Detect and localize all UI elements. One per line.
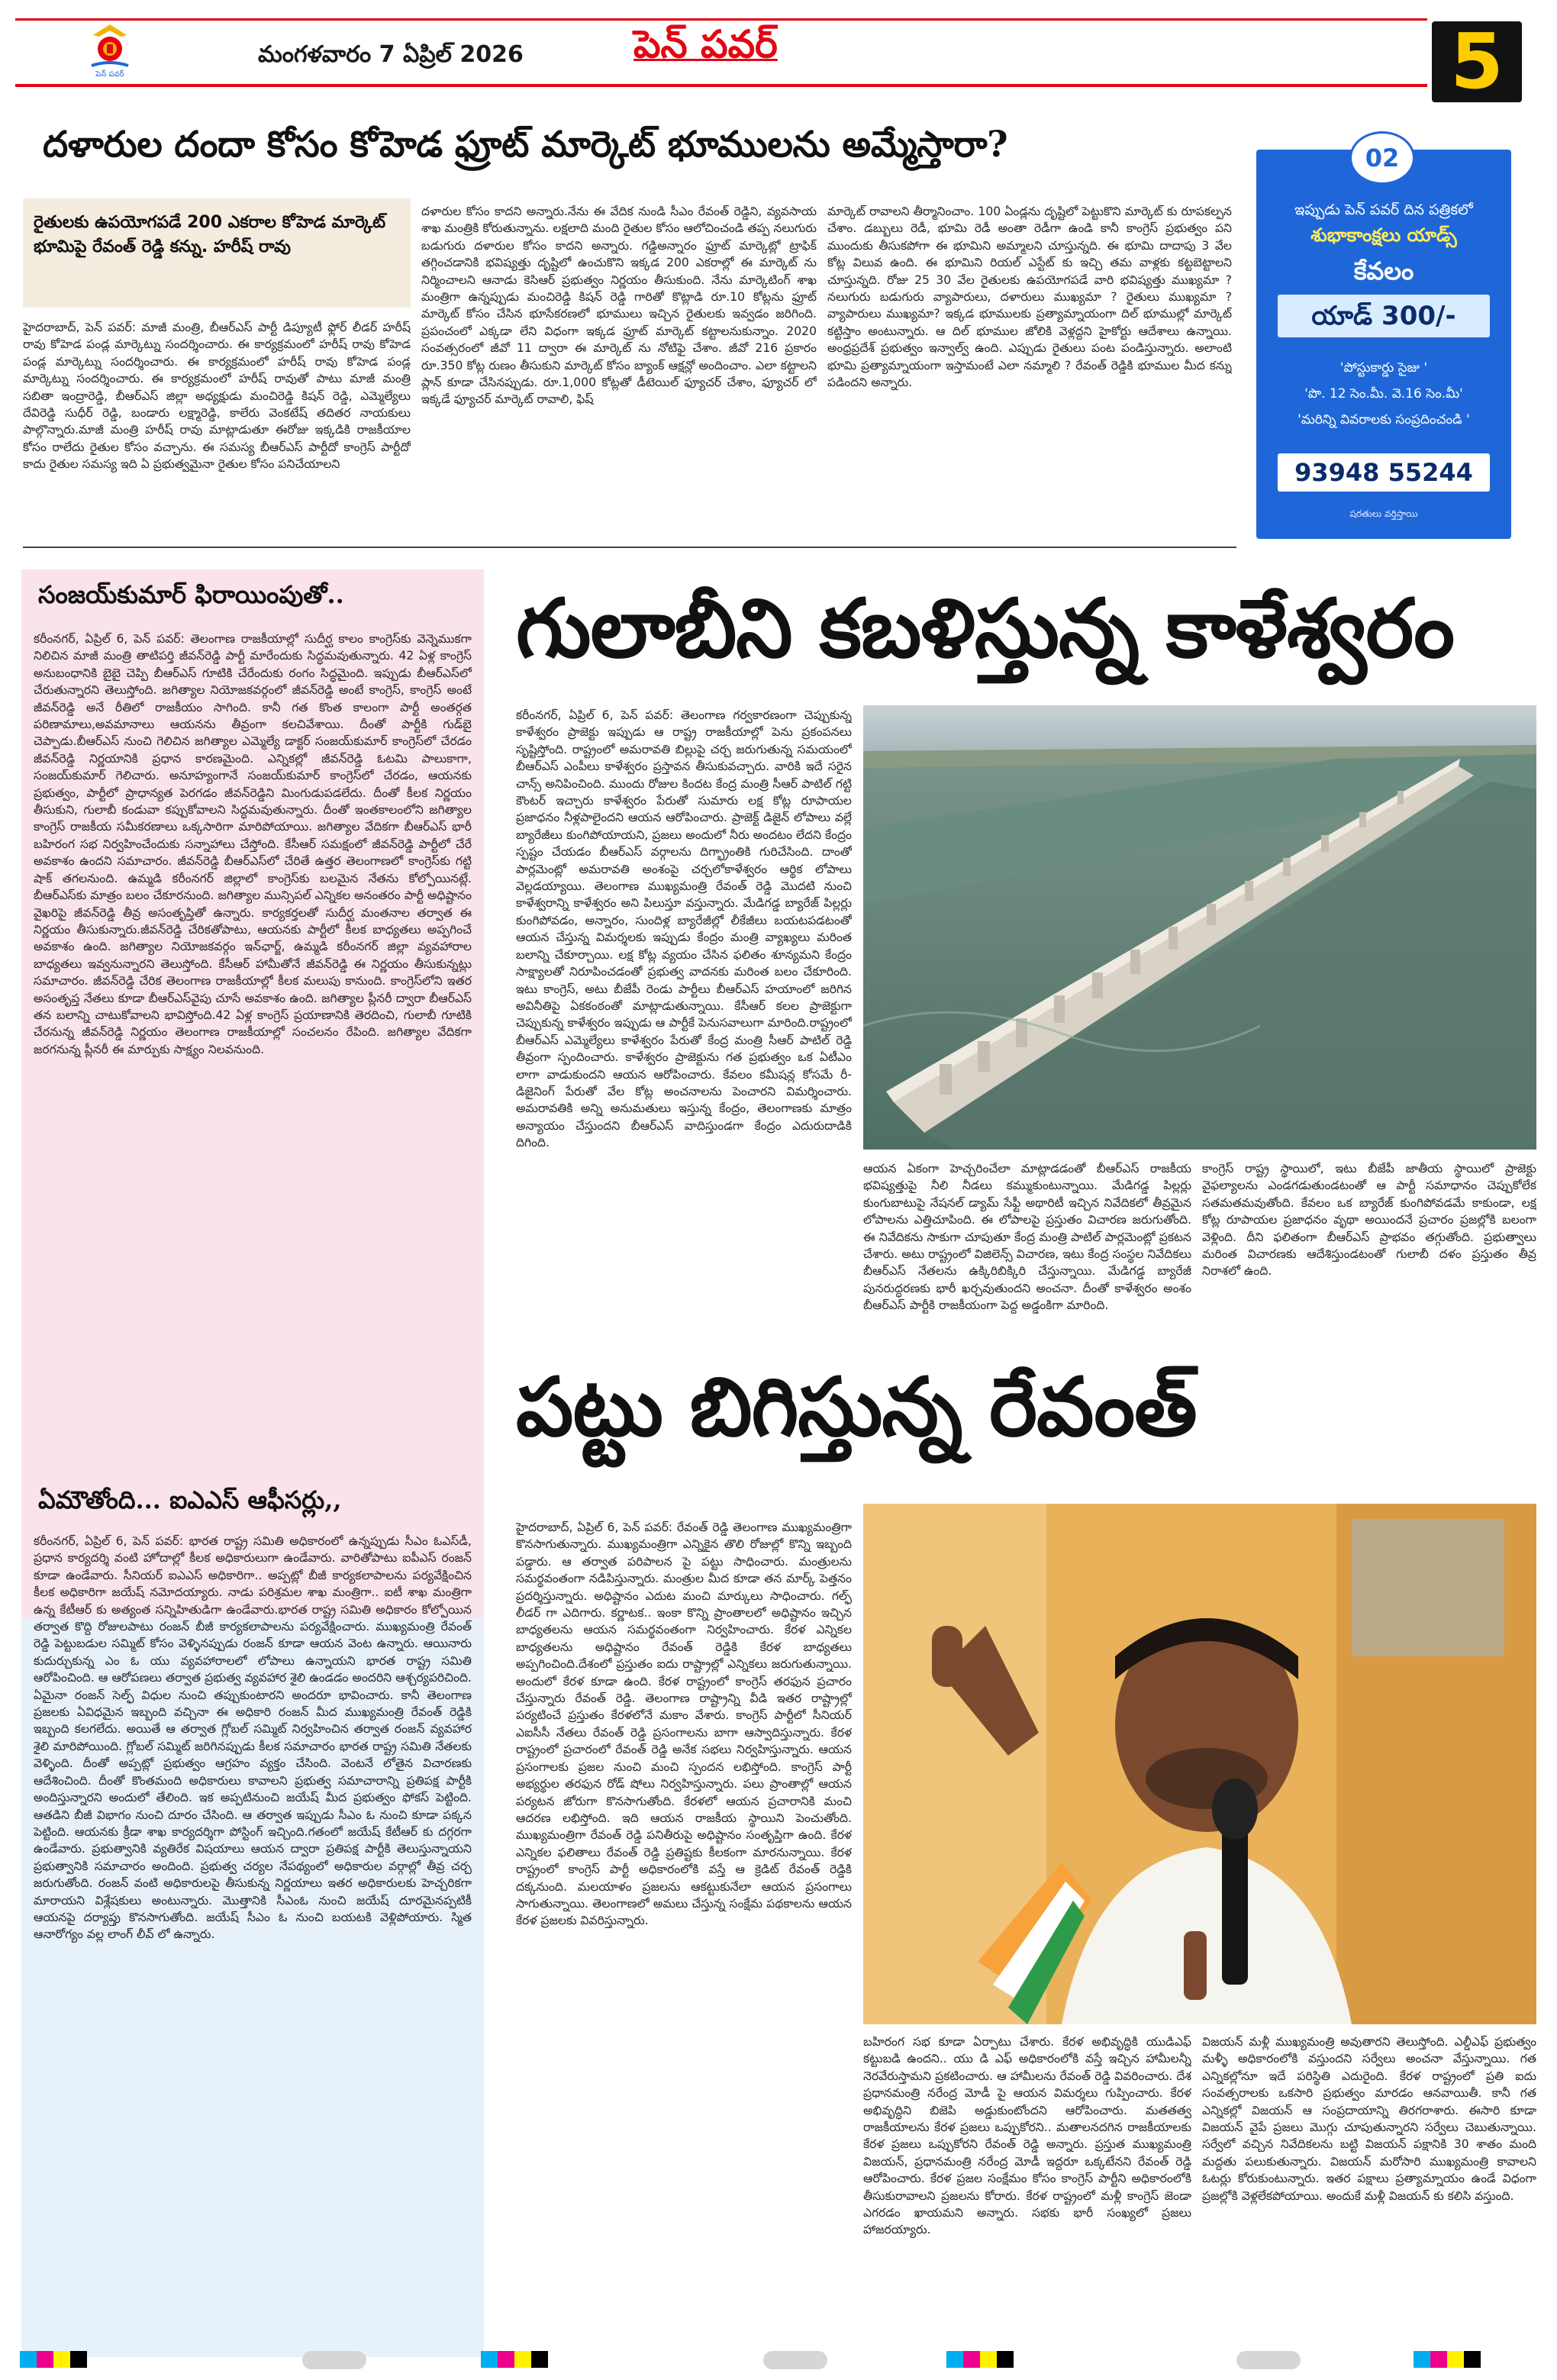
ad-phone-number[interactable]: 93948 55244: [1294, 458, 1473, 487]
reg-cyan: [946, 2351, 963, 2368]
reg-pill: [302, 2351, 366, 2369]
reg-yellow: [1447, 2351, 1464, 2368]
reg-magenta: [37, 2351, 53, 2368]
reg-cyan: [481, 2351, 498, 2368]
story-3-column-1: హైదరాబాద్, ఏప్రిల్ 6, పెన్ పవర్: రేవంత్ రెడ్డి తెలంగాణ ముఖ్యమంత్రిగా కొనసాగుతున్నారు. ముఖ్యమంత్రిగా ఎన్నికైన తొలి రోజుల్లో కొన్ని ఇబ్బంది పడ్డారు. ఆ తర్వాత పరిపాలన పై పట్టు సాధించారు. మంత్రులను సమర్థవంతంగా నడిపిస్తున్నారు. మంత్రుల మీద కూడా తన మార్క్ పెత్తనం ప్రదర్శిస్తున్నారు. అధిష్టానం ఎదుట మంచి మార్కులు సాధించారు. గల్ఫ్ లీడర్ గా ఎదిగారు. కర్ణాటక.. ఇంకా కొన్ని ప్రాంతాలలో అధిష్టానం ఇచ్చిన బాధ్యతలను ఆయన సమర్థవంతంగా నిర్వహించారు. కేరళ ఎన్నికల బాధ్యతలను అధిష్టానం రేవంత్ రెడ్డికి కేరళ బాధ్యతలు అప్పగించింది.దేశంలో ప్రస్తుతం ఐదు రాష్ట్రాల్లో ఎన్నికలు జరుగుతున్నాయి. అందులో కేరళ కూడా ఉంది. కేరళ రాష్ట్రంలో కాంగ్రెస్ తరఫున ప్రచారం చేస్తున్నారు రేవంత్ రెడ్డి. తెలంగాణ రాష్ట్రాన్ని వీడి ఇతర రాష్ట్రాల్లో పర్యటించే ప్రస్తుతం కేరళలోనే మకాం వేశారు. కాంగ్రెస్ పార్టీలో సీనియర్ ఎఐసీసీ నేతలు రేవంత్ రెడ్డి ప్రసంగాలను బాగా ఆస్వాదిస్తున్నారు. కేరళ రాష్ట్రంలో ప్రచారంలో రేవంత్ రెడ్డి అనేక సభలు నిర్వహిస్తున్నారు. ఆయన ప్రసంగాలకు ప్రజల నుంచి మంచి స్పందన లభిస్తోంది. కాంగ్రెస్ పార్టీ అభ్యర్థుల తరఫున రోడ్ షోలు నిర్వహిస్తున్నారు. పలు ప్రాంతాల్లో ఆయన పర్యటన జోరుగా కొనసాగుతోంది. కేరళలో ఆయన ప్రచారానికి మంచి ఆదరణ లభిస్తోంది. ఇది ఆయన రాజకీయ స్థాయిని పెంచుతోంది. ముఖ్యమంత్రిగా రేవంత్ రెడ్డి పనితీరుపై అధిష్టానం సంతృప్తిగా ఉంది. కేరళ ఎన్నికల ఫలితాలు రేవంత్ రెడ్డి ప్రతిష్టకు కీలకంగా మారనున్నాయి. కేరళ రాష్ట్రంలో కాంగ్రెస్ పార్టీ అధికారంలోకి వస్తే ఆ క్రెడిట్ రేవంత్ రెడ్డికి దక్కనుంది. మలయాళం ప్రజలను ఆకట్టుకునేలా ఆయన ప్రసంగాలు సాగుతున్నాయి. తెలంగాణలో అమలు చేస్తున్న సంక్షేమ పథకాలను ఆయన కేరళ ప్రజలకు వివరిస్తున్నారు.: [516, 1521, 852, 1928]
story-3-column-2: బహిరంగ సభ కూడా ఏర్పాటు చేశారు. కేరళ అభివృద్ధికి యుడిఎఫ్ కట్టుబడి ఉందని.. యు డి ఎఫ్ అధికారంలోకి వస్తే ఇచ్చిన హామీలన్నీ నెరవేరుస్తామని ప్రకటించారు. ఆ హామీలను రేవంత్ రెడ్డి వివరించారు. దేశ ప్రధానమంత్రి నరేంద్ర మోడీ పై ఆయన విమర్శలు గుప్పించారు. కేరళ అభివృద్ధిని బిజెపి అడ్డుకుంటోందని ఆరోపించారు. మతతత్వ రాజకీయాలను కేరళ ప్రజలు ఒప్పుకోరని.. మతాలనదగిన రాజకీయాలకు కేరళ ప్రజలు ఒప్పుకోరని రేవంత్ రెడ్డి అన్నారు. ప్రస్తుత ముఖ్యమంత్రి విజయన్, ప్రధానమంత్రి నరేంద్ర మోడీ ఇద్దరూ ఒక్కటేనని రేవంత్ రెడ్డి ఆరోపించారు. కేరళ ప్రజల సంక్షేమం కోసం కాంగ్రెస్ పార్టీని అధికారంలోకి తీసుకురావాలని ప్రజలను కోరారు. కేరళ రాష్ట్రంలో మళ్లీ కాంగ్రెస్ జెండా ఎగరడం ఖాయమని అన్నారు. సభకు భారీ సంఖ్యలో ప్రజలు హాజరయ్యారు.: [863, 2035, 1191, 2237]
reg-black: [1464, 2351, 1481, 2368]
story-2-column-1: కరీంనగర్, ఏప్రిల్ 6, పెన్ పవర్: తెలంగాణ గర్వకారణంగా చెప్పుకున్న కాళేశ్వరం ప్రాజెక్టు ఇప్పుడు ఆ రాష్ట్ర రాజకీయాల్లో పెను ప్రకంపనలు సృష్టిస్తోంది. రాష్ట్రంలో అమరావతి బిల్లుపై చర్చ జరుగుతున్న సమయంలో బీఆర్ఎస్ ఎంపీలు కాళేశ్వరం ప్రస్తావన తీసుకువచ్చారు. వారికి ఇదే సరైన చాన్స్ అనిపించింది. ముందు రోజుల కిందట కేంద్ర మంత్రి సీఆర్ పాటిల్ గట్టి కౌంటర్ ఇచ్చారు కాళేశ్వరం పేరుతో సుమారు లక్ష కోట్ల రూపాయల ప్రజాధనం నీళ్లపాలైందని ఆయన ఆరోపించారు. ప్రాజెక్ట్ డిజైన్ లోపాలు వల్లే బ్యారేజీలు కుంగిపోయాయని, ప్రజలు అందులో నీరు అందటం లేదని కేంద్రం స్పష్టం చేయడం బీఆర్ఎస్ వర్గాలను దిగ్భ్రాంతికి గురిచేసింది. దాంతో పార్లమెంట్లో అమరావతి అంశంపై చర్చలోకాళేశ్వరం ఆర్థిక లోపాలు వెల్లడయ్యాయి. తెలంగాణ ముఖ్యమంత్రి రేవంత్ రెడ్డి మొదటి నుంచి కాళేశ్వరాన్ని కాళేశ్వరం అని పిలుస్తూ వస్తున్నారు. మేడిగడ్డ బ్యారేజ్ పిల్లర్లు కుంగిపోవడం, అన్నారం, సుందిళ్ల బ్యారేజీల్లో లీకేజీలు బయటపడటంతో ఆయన చేస్తున్న విమర్శలకు ఇప్పుడు కేంద్రం మంత్రి వ్యాఖ్యలు మరింత బలాన్ని చేకూర్చాయి. లక్ష కోట్ల వ్యయం చేసిన ఫలితం శూన్యమని కేంద్రం సాక్ష్యాలతో నిరూపించడంతో ప్రభుత్వ వాదనకు మరింత బలం చేకూరింది. ఇటు కాంగ్రెస్, అటు బీజేపీ రెండు పార్టీలు బీఆర్ఎస్ హయాంలో జరిగిన అవినీతిపై ఏకకంఠంతో మాట్లాడుతున్నాయి. కేసీఆర్ కలల ప్రాజెక్టుగా చెప్పుకున్న కాళేశ్వరం ఇప్పుడు ఆ పార్టీకే పెనుసవాలుగా మారింది.రాష్ట్రంలో బీఆర్ఎస్ ఎమ్మెల్యేలు కాళేశ్వరం పేరుతో కేంద్ర మంత్రి సీఆర్ పాటిల్ రెడ్డి తీవ్రంగా స్పందించారు. కాళేశ్వరం ప్రాజెక్టును గత ప్రభుత్వం ఒక ఏటీఎం లాగా వాడుకుందని ఆయన ఆరోపించారు. కేవలం కమీషన్ల కోసమే రీ-డిజైనింగ్ పేరుతో వేల కోట్ల అంచనాలను పెంచారని విమర్శించారు. అమరావతికి అన్ని అనుమతులు ఇస్తున్న కేంద్రం, తెలంగాణకు మాత్రం అన్యాయం చేస్తుందని బీఆర్ఎస్ వాదిస్తుండగా కేంద్రం ఎదురుదాడికి దిగింది.: [516, 708, 852, 1150]
page-number: 5: [1450, 17, 1504, 106]
page-number-badge: [1432, 17, 1522, 106]
masthead-top-rule: [15, 18, 1427, 21]
left-story-2-headline: ఏమౌతోంది... ఐఎఎస్ ఆఫీసర్లు,,: [38, 1485, 342, 1514]
ad-price: యాడ్ 300/-: [1311, 301, 1456, 331]
story-3-headline: పట్టు బిగిస్తున్న రేవంత్: [516, 1359, 1197, 1454]
reg-black: [531, 2351, 548, 2368]
masthead-bottom-rule: [15, 84, 1427, 87]
reg-yellow: [980, 2351, 997, 2368]
section-divider: [23, 547, 1236, 548]
ad-price-band: [1278, 295, 1490, 337]
ad-number-badge: 02: [1349, 131, 1415, 185]
reg-black: [997, 2351, 1014, 2368]
top-story-column-1: హైదరాబాద్, పెన్ పవర్: మాజీ మంత్రి, బీఆర్ఎస్ పార్టీ డిప్యూటీ ఫ్లోర్ లీడర్ హరీష్ రావు కోహెడ పండ్ల మార్కెట్ను సందర్శించారు. ఈ కార్యక్రమంలో హరీష్ రావు కోహెడ పండ్ల మార్కెట్ను సందర్శించారు. ఈ కార్యక్రమంలో హరీష్ రావు కోహెడ పండ్ల మార్కెట్ను సందర్శించారు. ఈ కార్యక్రమంలో హరీష్ రావుతో పాటు మాజీ మంత్రి సబితా ఇంద్రారెడ్డి, బీఆర్ఎస్ జిల్లా అధ్యక్షుడు మంచిరెడ్డి కిషన్ రెడ్డి, ఎమ్మెల్యేలు దేవిరెడ్డి సుధీర్ రెడ్డి, బండారు లక్ష్మారెడ్డి, కాలేరు వెంకటేష్ తదితర నాయకులు పాల్గొన్నారు.మాజీ మంత్రి హరీష్ రావు మాట్లాడుతూ ఈరోజు ఇక్కడికి రాజకీయాల కోసం రాలేదు రైతుల కోసం వచ్చాను. ఈ సమస్య బీఆర్ఎస్ పార్టీదో కాంగ్రెస్ పార్టీదో కాదు రైతుల సమస్య ఇది ఏ ప్రభుత్వమైనా రైతుల కోసం పనిచేయాలని: [23, 321, 411, 472]
story-2-column-3: కాంగ్రెస్ రాష్ట్ర స్థాయిలో, ఇటు బీజేపీ జాతీయ స్థాయిలో ప్రాజెక్టు వైఫల్యాలను ఎండగడుతుండటంతో ఆ పార్టీ సమాధానం చెప్పుకోలేక సతమతమవుతోంది. కేవలం ఒక బ్యారేజ్ కుంగిపోవడమే కాకుండా, లక్ష కోట్ల రూపాయల ప్రజాధనం వృథా అయిందనే ప్రచారం ప్రజల్లోకి బలంగా వెళ్లింది. దీని ఫలితంగా బీఆర్ఎస్ ప్రాభవం తగ్గుతోంది. ప్రభుత్వాలు మరింత విచారణకు ఆదేశిస్తుండటంతో గులాబీ దళం ప్రస్తుతం తీవ్ర నిరాశలో ఉంది.: [1202, 1162, 1536, 1279]
ad-terms-note: షరతులు వర్తిస్తాయి: [1349, 508, 1418, 519]
barrage-photo: [863, 705, 1536, 1150]
ad-contact-prompt: 'మరిన్ని వివరాలకు సంప్రదించండి ': [1298, 412, 1470, 427]
top-story-subheadline: రైతులకు ఉపయోగపడే 200 ఎకరాల కోహెడ మార్కెట్ భూమిపై రేవంత్ రెడ్డి కన్ను. హరీష్ రావు: [34, 213, 386, 256]
reg-magenta: [963, 2351, 980, 2368]
ad-title: శుభాకాంక్షలు యాడ్స్: [1310, 224, 1457, 246]
top-story-column-2: దళారుల కోసం కాదని అన్నారు.నేను ఈ వేదిక నుండి సీఎం రేవంత్ రెడ్డిని, వ్యవసాయ శాఖ మంత్రికి కోరుతున్నాను. లక్షలాది మంది రైతుల కోసం ఆలోచించండి తప్ప నలుగురు బడుగురు దళారుల కోసం కాదని అన్నారు. గడ్డిఅన్నారం ఫ్రూట్ మార్కెట్లో ట్రాఫిక్ తగ్గించడానికి భవిష్యత్తు దృష్టిలో ఉంచుకొని ఇక్కడ 200 ఎకరాల్లో ఈ మార్కెట్ ను నిర్మించాలని ఆనాడు కెసిఆర్ ప్రభుత్వం నిర్ణయం తీసుకుంది. నేను మార్కెటింగ్ శాఖ మంత్రిగా ఉన్నప్పుడు మంచిరెడ్డి కిషన్ రెడ్డి గారితో కొట్లాడి రూ.10 కోట్లను ఫ్రూట్ మార్కెట్ కోసం చేసిన భూసేకరణలో భూములు ఇచ్చిన రైతులకు ఇవ్వడం జరిగింది. ప్రపంచంలో ఎక్కడా లేని విధంగా ఇక్కడ ఫ్రూట్ మార్కెట్ కట్టాలనుకున్నాం. 2020 సంవత్సరంలో జీవో 11 ద్వారా ఈ మార్కెట్ ను నోటిఫై చేశాం. జీవో 216 ప్రకారం రూ.350 కోట్ల రుణం తీసుకుని మార్కెట్ కోసం బ్యాంక్ ఆక్షన్లో అందించాం. ఎలా కట్టాలని ప్లాన్ కూడా చేసినప్పుడు. రూ.1,000 కోట్లతో డీటెయిల్ ఫ్యూచర్ చేశాం, ఫ్యూచర్ లో ఇక్కడే ఫ్యూచర్ మార్కెట్ రావాలి, ఫిష్: [421, 205, 817, 407]
reg-black: [70, 2351, 87, 2368]
ad-phone-band: [1278, 453, 1490, 492]
issue-date: మంగళవారం 7 ఏప్రిల్ 2026: [258, 41, 524, 68]
ad-dimensions-text: 'పొ. 12 సెం.మీ. వె.16 సెం.మీ': [1304, 386, 1463, 402]
reg-cyan: [1414, 2351, 1430, 2368]
speaker-photo: [863, 1504, 1536, 2024]
reg-yellow: [514, 2351, 531, 2368]
left-story-1-body: కరీంనగర్, ఏప్రిల్ 6, పెన్ పవర్: తెలంగాణ రాజకీయాల్లో సుదీర్ఘ కాలం కాంగ్రెస్‌కు వెన్నెముకగా నిలిచిన మాజీ మంత్రి తాటిపర్తి జీవన్‌రెడ్డి పార్టీ మారేందుకు సిద్ధమవుతున్నారు. 42 ఏళ్ల కాంగ్రెస్ అనుబంధానికి బైబై చెప్పి బీఆర్ఎస్ గూటికి చేరేందుకు రంగం సిద్ధమైంది. ఇప్పుడు బీఆర్ఎస్‌లో చేరుతున్నారని తెలుస్తోంది. జగిత్యాల నియోజకవర్గంలో జీవన్‌రెడ్డి అంటే కాంగ్రెస్, కాంగ్రెస్ అంటే జీవన్‌రెడ్డి అనే రీతిలో రాజకీయం సాగింది. కానీ గత కొంత కాలంగా పార్టీ అంతర్గత పరిణామాలు,అవమానాలు ఆయనను తీవ్రంగా కలచివేశాయి. దీంతో పార్టీకి గుడ్‌బై చెప్పాడు.బీఆర్ఎస్ నుంచి గెలిచిన జగిత్యాల ఎమ్మెల్యే డాక్టర్ సంజయ్‌కుమార్ కాంగ్రెస్‌లో చేరడం జీవన్‌రెడ్డి నిర్ణయానికి ప్రధాన కారణమైంది. ఎన్నికల్లో జీవన్‌రెడ్డి ఓటమి పాలుకాగా, సంజయ్‌కుమార్ గెలిచారు. అనూహ్యంగానే సంజయ్‌కుమార్ కాంగ్రెస్‌లో చేరడం, ఆయనకు ప్రభుత్వం, పార్టీలో ప్రాధాన్యత పెరగడం జీవన్‌రెడ్డిని మింగుడుపడలేదు. దీంతో కీలక నిర్ణయం తీసుకుని, గులాబీ కండువా కప్పుకోవాలని సిద్ధమవుతున్నారు. దీంతో ఇంతకాలంలోని జగిత్యాల కాంగ్రెస్ రాజకీయ సమీకరణాలు ఒక్కసారిగా మారిపోయాయి. జగిత్యాల వేదికగా బీఆర్ఎస్ భారీ బహిరంగ సభ నిర్వహించేందుకు సన్నాహాలు చేస్తోంది. కేసీఆర్ సమక్షంలో జీవన్‌రెడ్డి పార్టీలో చేరే అవకాశం ఉందని సమాచారం. జీవన్‌రెడ్డి బీఆర్ఎస్‌లో చేరితే ఉత్తర తెలంగాణలో కాంగ్రెస్‌కు గట్టి షాక్ తగలనుంది. ఉమ్మడి కరీంనగర్ జిల్లాలో కాంగ్రెస్‌కు బలమైన నేతను కోల్పోయినట్లే. బీఆర్ఎస్‌కు మాత్రం బలం చేకూరనుంది. జగిత్యాల మున్సిపల్ ఎన్నికల అనంతరం పార్టీ అధిష్టానం వైఖరిపై జీవన్‌రెడ్డి తీవ్ర అసంతృప్తితో ఉన్నారు. కార్యకర్తలతో సుదీర్ఘ మంతనాల తర్వాత ఈ నిర్ణయం తీసుకున్నారు.జీవన్‌రెడ్డి చేరికతోపాటు, ఆయనకు పార్టీలో కీలక బాధ్యతలు అప్పగించే అవకాశం ఉంది. జగిత్యాల నియోజకవర్గం ఇన్‌ఛార్జ్, ఉమ్మడి కరీంనగర్ జిల్లా వ్యవహారాల బాధ్యతలు ఇవ్వనున్నారని తెలుస్తోంది. కేసీఆర్ హామీతోనే జీవన్‌రెడ్డి ఈ నిర్ణయం తీసుకున్నట్లు సమాచారం. జీవన్‌రెడ్డి చేరిక తెలంగాణ రాజకీయాల్లో కీలక మలుపు కానుంది. కాంగ్రెస్‌లోని ఇతర అసంతృప్త నేతలు కూడా బీఆర్ఎస్‌వైపు చూసే అవకాశం ఉంది. జగిత్యాల ప్లీనరీ ద్వారా బీఆర్ఎస్ తన బలాన్ని చాటుకోవాలని భావిస్తోంది.42 ఏళ్ల కాంగ్రెస్ ప్రయాణానికి తెరదించి, గులాబీ గూటికి చేరనున్న జీవన్‌రెడ్డి నిర్ణయం తెలంగాణ రాజకీయాల్లో సంచలనం రేపింది. జగిత్యాల వేదికగా జరగనున్న ప్లీనరీ ఈ మార్పుకు సాక్ష్యం నిలవనుంది.: [34, 632, 472, 1056]
reg-magenta: [1430, 2351, 1447, 2368]
reg-pill: [763, 2351, 827, 2369]
reg-yellow: [53, 2351, 70, 2368]
story-2-column-2: ఆయన ఏకంగా హెచ్చరించేలా మాట్లాడడంతో బీఆర్ఎస్ రాజకీయ భవిష్యత్తుపై నీలి నీడలు కమ్ముకుంటున్నాయి. మేడిగడ్డ పిల్లర్లు కుంగుబాటుపై నేషనల్ డ్యామ్ సేఫ్టీ అథారిటీ ఇచ్చిన నివేదికలో తీవ్రమైన లోపాలను ఎత్తిచూపింది. ఈ లోపాలపై ప్రస్తుతం విచారణ జరుగుతోంది. ఈ నివేదికను సాకుగా చూపుతూ కేంద్ర మంత్రి పాటిల్ పార్లమెంట్లో ప్రకటన చేశారు. అటు రాష్ట్రంలో విజిలెన్స్ విచారణ, ఇటు కేంద్ర సంస్థల నివేదికలు బీఆర్ఎస్ నేతలను ఉక్కిరిబిక్కిరి చేస్తున్నాయి. మేడిగడ్డ బ్యారేజీ పునరుద్ధరణకు భారీ ఖర్చవుతుందని అంచనా. దీంతో కాళేశ్వరం అంశం బీఆర్ఎస్ పార్టీకి రాజకీయంగా పెద్ద అడ్డంకిగా మారింది.: [863, 1162, 1191, 1313]
logo-text: పెన్ పవర్: [95, 70, 124, 79]
top-story-column-3: మార్కెట్ రావాలని తీర్మానించాం. 100 ఏండ్లను దృష్టిలో పెట్టుకొని మార్కెట్ కు రూపకల్పన చేశాం. డబ్బులు రెడీ, భూమి రెడీ అంతా రెడీగా ఉండి కానీ కాంగ్రెస్ ప్రభుత్వం పని ముందుకు తీసుకపోగా ఈ భూమిని అమ్మాలని చూస్తున్నది. ఈ భూమి దాదాపు 3 వేల కోట్ల విలువ ఉంది. ఈ భూమిని రియల్ ఎస్టేట్ కు ఇచ్చి తమ వాళ్లకు కట్టబెట్టాలని చూస్తున్నది. రోజు 25 30 వేల రైతులకు ఉపయోగపడే వారి భవిష్యత్తు ముఖ్యమా ? నలుగురు బడుగురు వ్యాపారులు, దళారులు ముఖ్యమా ? రైతులు ముఖ్యమా ? వ్యాపారులు ముఖ్యమా? ఇక్కడ భూములకు ప్రత్యామ్నాయంగా దిల్ భూముల్లో మార్కెట్ కట్టిస్తాం అంటున్నారు. ఆ దిల్ భూముల జోలికి వెళ్లద్దని హైకోర్టు ఆదేశాలు ఉన్నాయి. అంధ్రప్రదేశ్ ప్రభుత్వం ఇన్వాల్వ్ ఉంది. ఎప్పుడు రైతులు పంట పండిస్తున్నారు. అలాంటి భూమి ప్రత్యామ్నాయంగా ఇస్తామంటే ఎలా నమ్మాలి ? రేవంత్ రెడ్డికి భూముల మీద కన్ను పడిందని అన్నారు.: [827, 205, 1232, 390]
reg-cyan: [20, 2351, 37, 2368]
ad-only-label: కేవలం: [1353, 256, 1414, 285]
newspaper-logo[interactable]: [76, 21, 143, 79]
reg-pill: [1236, 2351, 1301, 2369]
top-story-headline: దళారుల దందా కోసం కోహెడ ఫ్రూట్ మార్కెట్ భూములను అమ్మేస్తారా?: [43, 124, 1008, 166]
ad-size-text: 'పోస్టుకార్డు సైజు ': [1339, 360, 1428, 376]
story-3-column-3: విజయన్ మళ్లీ ముఖ్యమంత్రి అవుతారని తెలుస్తోంది. ఎల్డీఎఫ్ ప్రభుత్వం మళ్ళీ అధికారంలోకి వస్తుందని సర్వేలు అంచనా వేస్తున్నాయి. గత ఎన్నికల్లోనూ ఇదే పరిస్థితి ఎదురైంది. కేరళ రాష్ట్రంలో ప్రతి ఐదు సంవత్సరాలకు ఒకసారి ప్రభుత్వం మారడం ఆనవాయితీ. కానీ గత ఎన్నికల్లో విజయన్ ఆ సంప్రదాయాన్ని తిరగరాశారు. ఈసారి కూడా విజయన్ వైపే ప్రజలు మొగ్గు చూపుతున్నారని సర్వేలు చెబుతున్నాయి. సర్వేలో వచ్చిన నివేదికలను బట్టి విజయన్ పక్షానికి 30 శాతం మంది మద్దతు పలుకుతున్నారు. విజయన్ మరోసారి ముఖ్యమంత్రి కావాలని ఓటర్లు కోరుకుంటున్నారు. ఇతర పక్షాలు ప్రత్యామ్నాయం ఉండే విధంగా ప్రజల్లోకి వెళ్లలేకపోయాయి. అందుకే మళ్లీ విజయన్ కు కలిసి వస్తుంది.: [1202, 2035, 1536, 2203]
advertisement-box[interactable]: [1256, 144, 1511, 539]
ad-intro-text: ఇప్పుడు పెన్ పవర్ దిన పత్రికలో: [1294, 202, 1473, 218]
paper-name: పెన్ పవర్: [633, 21, 778, 66]
left-story-1-headline: సంజయ్‌కుమార్ ఫిరాయింపుతో..: [38, 580, 344, 609]
story-2-headline: గులాబీని కబళిస్తున్న కాళేశ్వరం: [516, 580, 1454, 676]
reg-magenta: [498, 2351, 514, 2368]
top-story-subheadline-box: [23, 198, 411, 308]
left-story-2-body: కరీంనగర్, ఏప్రిల్ 6, పెన్ పవర్: భారత రాష్ట్ర సమితి అధికారంలో ఉన్నప్పుడు సీఎం ఓఎస్‌డీ, ప్రధాన కార్యదర్శి వంటి హోదాల్లో కీలక అధికారులుగా ఉండేవారు. వారితోపాటు ఐపీఎస్ రంజన్ కూడా ఉండేవారు. సీనియర్ ఐఎఎస్ అధికారిగా.. అప్పట్లో బీజీ కార్యకలాపాలను పర్యవేక్షించిన కీలక అధికారిగా జయేష్ నమోదయ్యారు. నాడు పరిశ్రమల శాఖ మంత్రిగా.. ఐటీ శాఖ మంత్రిగా ఉన్న కేటీఆర్ కు అత్యంత సన్నిహితుడిగా ఉండేవారు.భారత రాష్ట్ర సమితి అధికారం కోల్పోయిన తర్వాత కొద్ది రోజులపాటు రంజన్ బీజీ కార్యకలాపాలను పర్యవేక్షించారు. ముఖ్యమంత్రి రేవంత్ రెడ్డి పెట్టుబడుల సమ్మిట్ కోసం వెళ్ళినప్పుడు రంజన్ కూడా ఆయన వెంట ఉన్నారు. ఆయినారు కుదుర్చుకున్న ఎం ఓ యు వ్యవహారాలలో లోపాలు ఉన్నాయని భారత రాష్ట్ర సమితి ఆరోపించింది. ఆ ఆరోపణలు తర్వాత ప్రభుత్వ వ్యవహార శైలి ఉండడం అందరిని ఆశ్చర్యపరిచింది. ఏమైనా రంజన్ సెల్ఫ్ విధుల నుంచి తప్పుకుంటారని అందరూ భావించారు. కానీ తెలంగాణ ప్రజలకు ఏవిధమైన ఇబ్బంది వచ్చినా ఈ అధికారి రంజన్ మీద ముఖ్యమంత్రి రేవంత్ రెడ్డికి ఇబ్బంది కలగలేదు. అయితే ఆ తర్వాత గ్లోబల్ సమ్మిట్ నిర్వహించిన తర్వాత రంజన్ వ్యవహార శైలి మారిపోయింది. గ్లోబల్ సమ్మిట్ జరిగినప్పుడు కీలక సమాచారం భారత రాష్ట్ర సమితి నేతలకు వెళ్ళింది. దీంతో అప్పట్లో ప్రభుత్వం ఆగ్రహం వ్యక్తం చేసింది. వెంటనే లోతైన విచారణకు ఆదేశించింది. దీంతో కొంతమంది అధికారులు కావాలని ప్రభుత్వ సమాచారాన్ని ప్రతిపక్ష పార్టీకి అందిస్తున్నారని అందులో తేలింది. ఇక అప్పటినుంచి జయేష్ మీద ప్రభుత్వం ఫోకస్ పెట్టింది. ఆతడిని బీజీ విభాగం నుంచి దూరం చేసింది. ఆ తర్వాత ఇప్పుడు సీఎం ఓ నుంచి కూడా పక్కన పెట్టింది. ఆయనకు క్రీడా శాఖ కార్యదర్శిగా పోస్టింగ్ ఇచ్చింది.గతంలో జయేష్ కేటీఆర్ కు దగ్గరగా ఉండేవారు. ప్రభుత్వానికి వ్యతిరేక విషయాలు ఆయన ద్వారా ప్రతిపక్ష పార్టీకి తెలుస్తున్నాయని ప్రభుత్వానికి సమాచారం అందింది. ప్రభుత్వ చర్యల నేపథ్యంలో అధికారుల వర్గాల్లో తీవ్ర చర్చ జరుగుతోంది. రంజన్ వంటి అధికారులపై తీసుకున్న నిర్ణయాలు ఇతర అధికారులకు హెచ్చరికగా మారాయని విశ్లేషకులు అంటున్నారు. మొత్తానికి సీఎంఓ నుంచి జయేష్ దూరమైనప్పటికీ ఆయనపై దర్యాప్తు కొనసాగుతోంది. జయేష్ సీఎం ఓ నుంచి బయటకి వెళ్లిపోయారు. స్మిత ఆనారోగ్యం వల్ల లాంగ్ లీవ్ లో ఉన్నారు.: [34, 1534, 472, 1942]
